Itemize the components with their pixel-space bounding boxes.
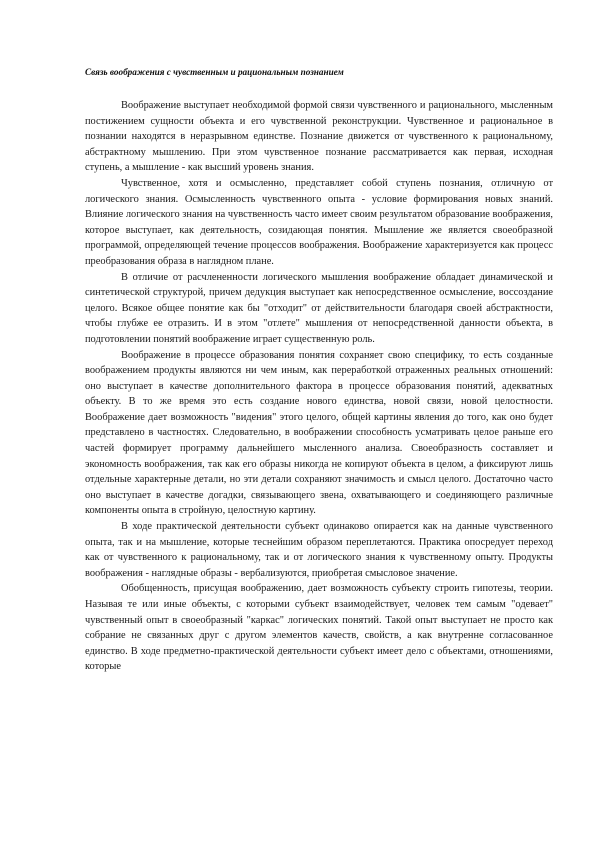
paragraph-4: Воображение в процессе образования понятия сохраняет свою специфику, то есть созданные воображением продукты являются ни чем иным, как переработкой отраженных реальных отношений: оно выступает в качестве дополнительного фактора в процессе образования понятий, адекватных объекту. В то же время это есть создание нового единства, новой связи, новой целостности. Воображение дает возможность "видения" этого целого, общей картины явления до того, как оно будет представлено в частностях. Следовательно, в воображении способность усматривать целое раньше его частей формирует программу дальнейшего мысленного анализа. Своеобразность составляет и экономность воображения, так как его образы никогда не копируют объекта в целом, а фиксируют лишь отдельные характерные детали, но эти детали сохраняют значимость и смысл целого. Достаточно часто оно выступает в качестве догадки, связывающего звена, охватывающего и соединяющего различные компоненты опыта в стройную, целостную картину. <box>85 349 553 517</box>
paragraph-3: В отличие от расчлененности логического мышления воображение обладает динамической и синтетической структурой, причем дедукция выступает как непосредственное осмысление, воссоздание целого. Всякое общее понятие как бы "отходит" от действительности благодаря своей абстрактности, чтобы глубже ее отразить. И в этом "отлете" мышления от непосредственной данности объекта, в подготовлении понятий воображение играет существенную роль. <box>85 271 553 345</box>
document-body <box>85 66 553 675</box>
document-title: Связь воображения с чувственным и рациональным познанием <box>85 67 344 77</box>
paragraph-2: Чувственное, хотя и осмысленно, представляет собой ступень познания, отличную от логического знания. Осмысленность чувственного опыта - условие формирования новых знаний. Влияние логического знания на чувственность часто имеет своим результатом образование воображения, которое выступает, как деятельность, созидающая понятия. Мышление же является своеобразной программой, определяющей течение процессов воображения. Воображение характеризуется как процесс преобразования образа в наглядном плане. <box>85 177 553 267</box>
paragraph-5: В ходе практической деятельности субъект одинаково опирается как на данные чувственного опыта, так и на мышление, которые теснейшим образом переплетаются. Практика опосредует переход как от чувственного к рациональному, так и от логического знания к чувственному опыту. Продукты воображения - наглядные образы - вербализуются, приобретая смысловое значение. <box>85 521 553 579</box>
paragraph-1: Воображение выступает необходимой формой связи чувственного и рационального, мысленным постижением сущности объекта и его чувственной реконструкции. Чувственное и рациональное в познании находятся в неразрывном единстве. Познание движется от чувственного к рациональному, абстрактному мышлению. При этом чувственное познание рассматривается как первая, исходная ступень, а мышление - как высший уровень знания. <box>85 100 553 174</box>
paragraph-6: Обобщенность, присущая воображению, дает возможность субъекту строить гипотезы, теории. Называя те или иные объекты, с которыми субъект взаимодействует, человек тем самым "одевает" чувственный опыт в своеобразный "каркас" логических понятий. Такой опыт выступает не просто как собрание не связанных друг с другом элементов качеств, свойств, а как внутренне согласованное единство. В ходе предметно-практической деятельности субъект имеет дело с объектами, отношениями, которые <box>85 583 553 673</box>
